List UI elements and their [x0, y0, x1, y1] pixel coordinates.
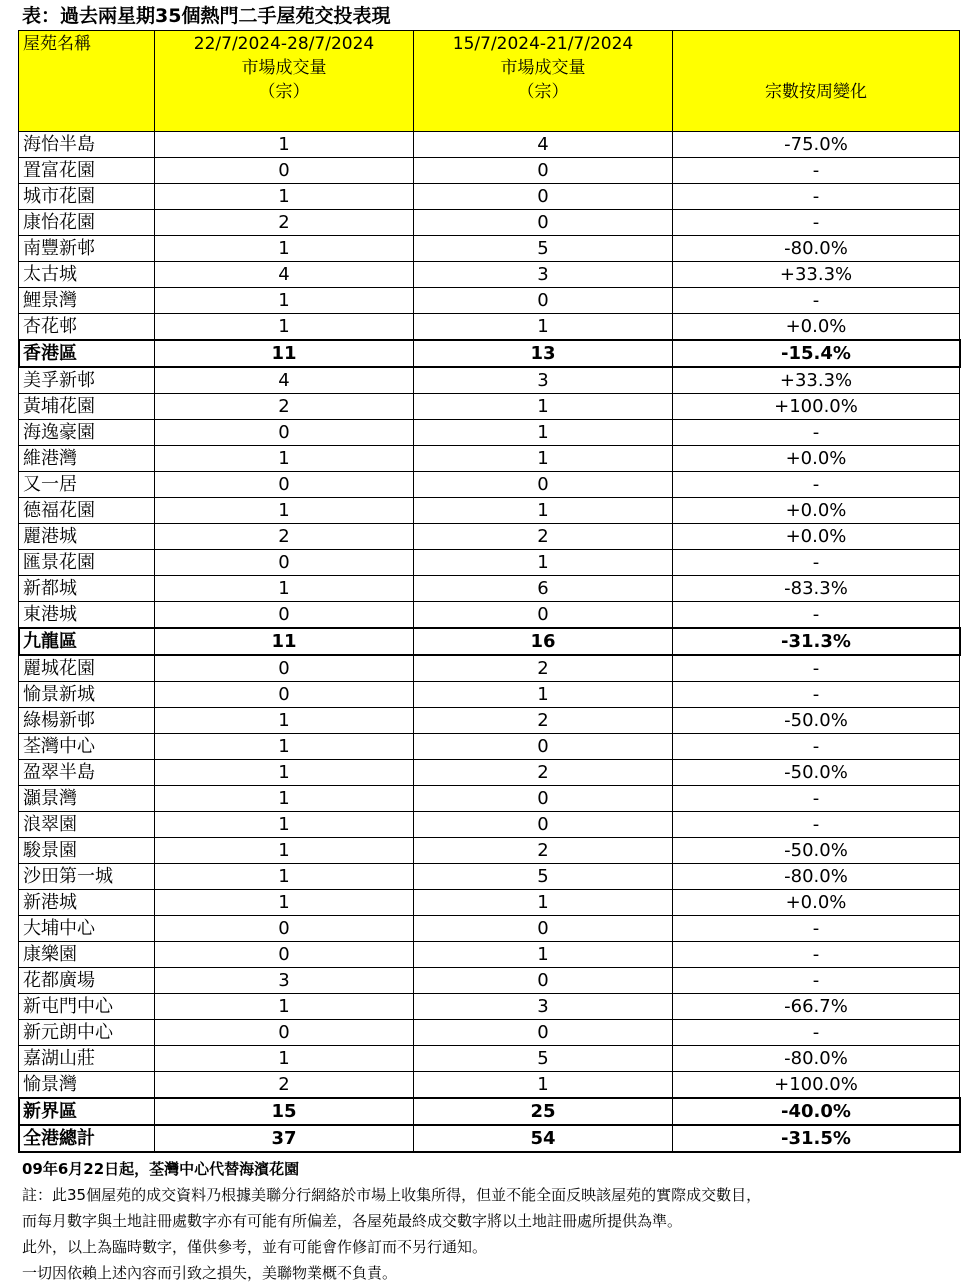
weekly-change-cell: - [673, 812, 960, 838]
estate-name-cell: 麗城花園 [19, 655, 155, 682]
previous-week-count-cell: 25 [414, 1098, 673, 1125]
weekly-change-cell: +0.0% [673, 314, 960, 341]
previous-week-count-cell: 1 [414, 942, 673, 968]
current-week-count-cell: 2 [155, 1072, 414, 1099]
previous-week-count-cell: 2 [414, 524, 673, 550]
estate-name-cell: 海逸豪園 [19, 420, 155, 446]
previous-week-count-cell: 2 [414, 760, 673, 786]
transactions-table [18, 30, 960, 1153]
header-estate-name: 屋苑名稱 [19, 31, 155, 132]
previous-week-count-cell: 1 [414, 420, 673, 446]
table-row [19, 210, 960, 236]
notes-line: 註：此35個屋苑的成交資料乃根據美聯分行網絡於市場上收集所得，但並不能全面反映該屋苑的實際成交數目， [22, 1186, 762, 1204]
previous-week-count-cell: 0 [414, 916, 673, 942]
estate-name-cell: 愉景新城 [19, 682, 155, 708]
table-row [19, 1072, 960, 1099]
previous-week-count-cell: 0 [414, 210, 673, 236]
weekly-change-cell: - [673, 420, 960, 446]
header-previous-week-unit: （宗） [517, 82, 569, 102]
weekly-change-cell: - [673, 158, 960, 184]
current-week-count-cell: 4 [155, 367, 414, 394]
previous-week-count-cell: 0 [414, 812, 673, 838]
current-week-count-cell: 1 [155, 760, 414, 786]
previous-week-count-cell: 13 [414, 340, 673, 367]
current-week-count-cell: 0 [155, 682, 414, 708]
subtotal-row [19, 628, 960, 655]
table-row [19, 734, 960, 760]
previous-week-count-cell: 1 [414, 550, 673, 576]
table-row [19, 890, 960, 916]
estate-name-cell: 德福花園 [19, 498, 155, 524]
current-week-count-cell: 1 [155, 812, 414, 838]
current-week-count-cell: 1 [155, 446, 414, 472]
current-week-count-cell: 0 [155, 550, 414, 576]
previous-week-count-cell: 4 [414, 132, 673, 158]
previous-week-count-cell: 6 [414, 576, 673, 602]
previous-week-count-cell: 0 [414, 602, 673, 629]
table-row [19, 288, 960, 314]
previous-week-count-cell: 0 [414, 288, 673, 314]
weekly-change-cell: -83.3% [673, 576, 960, 602]
current-week-count-cell: 0 [155, 1020, 414, 1046]
current-week-count-cell: 2 [155, 524, 414, 550]
weekly-change-cell: - [673, 288, 960, 314]
estate-name-cell: 新界區 [19, 1098, 155, 1125]
notes-section [22, 1156, 962, 1286]
estate-name-cell: 香港區 [19, 340, 155, 367]
header-row [19, 31, 960, 132]
table-row [19, 968, 960, 994]
current-week-count-cell: 0 [155, 158, 414, 184]
weekly-change-cell: -80.0% [673, 864, 960, 890]
weekly-change-cell: +0.0% [673, 498, 960, 524]
table-row [19, 524, 960, 550]
weekly-change-cell: - [673, 968, 960, 994]
weekly-change-cell: - [673, 602, 960, 629]
table-row [19, 236, 960, 262]
weekly-change-cell: - [673, 786, 960, 812]
current-week-count-cell: 2 [155, 394, 414, 420]
previous-week-count-cell: 1 [414, 498, 673, 524]
current-week-count-cell: 1 [155, 184, 414, 210]
estate-name-cell: 南豐新邨 [19, 236, 155, 262]
table-row [19, 446, 960, 472]
weekly-change-cell: - [673, 472, 960, 498]
estate-name-cell: 城市花園 [19, 184, 155, 210]
table-row [19, 1020, 960, 1046]
estate-name-cell: 駿景園 [19, 838, 155, 864]
current-week-count-cell: 1 [155, 994, 414, 1020]
table-row [19, 864, 960, 890]
current-week-count-cell: 15 [155, 1098, 414, 1125]
estate-name-cell: 黃埔花園 [19, 394, 155, 420]
current-week-count-cell: 3 [155, 968, 414, 994]
table-row [19, 262, 960, 288]
weekly-change-cell: +0.0% [673, 524, 960, 550]
header-previous-week-label: 市場成交量 [500, 58, 586, 78]
previous-week-count-cell: 0 [414, 1020, 673, 1046]
current-week-count-cell: 1 [155, 864, 414, 890]
header-weekly-change: 宗數按周變化 [673, 31, 960, 132]
estate-name-cell: 新屯門中心 [19, 994, 155, 1020]
current-week-count-cell: 1 [155, 838, 414, 864]
previous-week-count-cell: 3 [414, 262, 673, 288]
table-row [19, 994, 960, 1020]
subtotal-row [19, 340, 960, 367]
estate-name-cell: 花都廣場 [19, 968, 155, 994]
weekly-change-cell: -66.7% [673, 994, 960, 1020]
estate-name-cell: 九龍區 [19, 628, 155, 655]
current-week-count-cell: 37 [155, 1125, 414, 1152]
weekly-change-cell: -50.0% [673, 838, 960, 864]
table-row [19, 498, 960, 524]
previous-week-count-cell: 0 [414, 968, 673, 994]
table-row [19, 576, 960, 602]
previous-week-count-cell: 1 [414, 446, 673, 472]
current-week-count-cell: 1 [155, 1046, 414, 1072]
estate-name-cell: 新港城 [19, 890, 155, 916]
estate-name-cell: 新都城 [19, 576, 155, 602]
weekly-change-cell: - [673, 550, 960, 576]
weekly-change-cell: - [673, 210, 960, 236]
weekly-change-cell: +0.0% [673, 446, 960, 472]
estate-name-cell: 又一居 [19, 472, 155, 498]
estate-name-cell: 灝景灣 [19, 786, 155, 812]
table-row [19, 367, 960, 394]
current-week-count-cell: 0 [155, 602, 414, 629]
current-week-count-cell: 0 [155, 420, 414, 446]
estate-name-cell: 大埔中心 [19, 916, 155, 942]
current-week-count-cell: 1 [155, 288, 414, 314]
previous-week-count-cell: 2 [414, 838, 673, 864]
table-row [19, 708, 960, 734]
weekly-change-cell: - [673, 916, 960, 942]
weekly-change-cell: -31.5% [673, 1125, 960, 1152]
header-current-week-date: 22/7/2024-28/7/2024 [193, 34, 375, 54]
previous-week-count-cell: 54 [414, 1125, 673, 1152]
estate-name-cell: 維港灣 [19, 446, 155, 472]
table-row [19, 314, 960, 341]
table-row [19, 942, 960, 968]
previous-week-count-cell: 1 [414, 1072, 673, 1099]
header-previous-week-date: 15/7/2024-21/7/2024 [452, 34, 634, 54]
weekly-change-cell: +100.0% [673, 1072, 960, 1099]
weekly-change-cell: -75.0% [673, 132, 960, 158]
previous-week-count-cell: 2 [414, 655, 673, 682]
table-row [19, 786, 960, 812]
table-row [19, 472, 960, 498]
estate-name-cell: 太古城 [19, 262, 155, 288]
estate-name-cell: 鯉景灣 [19, 288, 155, 314]
current-week-count-cell: 0 [155, 916, 414, 942]
weekly-change-cell: +33.3% [673, 262, 960, 288]
table-row [19, 132, 960, 158]
current-week-count-cell: 1 [155, 786, 414, 812]
estate-name-cell: 荃灣中心 [19, 734, 155, 760]
estate-name-cell: 綠楊新邨 [19, 708, 155, 734]
table-row [19, 760, 960, 786]
table-row [19, 420, 960, 446]
current-week-count-cell: 1 [155, 734, 414, 760]
weekly-change-cell: -50.0% [673, 708, 960, 734]
estate-name-cell: 杏花邨 [19, 314, 155, 341]
weekly-change-cell: -31.3% [673, 628, 960, 655]
weekly-change-cell: -80.0% [673, 236, 960, 262]
subtotal-row [19, 1125, 960, 1152]
header-current-week-unit: （宗） [258, 82, 310, 102]
table-row [19, 550, 960, 576]
weekly-change-cell: -80.0% [673, 1046, 960, 1072]
current-week-count-cell: 0 [155, 655, 414, 682]
current-week-count-cell: 1 [155, 236, 414, 262]
previous-week-count-cell: 1 [414, 394, 673, 420]
previous-week-count-cell: 3 [414, 367, 673, 394]
estate-name-cell: 海怡半島 [19, 132, 155, 158]
current-week-count-cell: 1 [155, 132, 414, 158]
notes-line: 而每月數字與土地註冊處數字亦有可能有所偏差，各屋苑最終成交數字將以土地註冊處所提供為準。 [22, 1212, 683, 1230]
weekly-change-cell: - [673, 682, 960, 708]
table-row [19, 158, 960, 184]
estate-name-cell: 愉景灣 [19, 1072, 155, 1099]
header-current-week [155, 31, 414, 132]
weekly-change-cell: - [673, 184, 960, 210]
estate-name-cell: 新元朗中心 [19, 1020, 155, 1046]
previous-week-count-cell: 16 [414, 628, 673, 655]
estate-name-cell: 美孚新邨 [19, 367, 155, 394]
notes-line: 此外，以上為臨時數字，僅供參考，並有可能會作修訂而不另行通知。 [22, 1238, 488, 1256]
previous-week-count-cell: 0 [414, 734, 673, 760]
estate-name-cell: 東港城 [19, 602, 155, 629]
estate-name-cell: 麗港城 [19, 524, 155, 550]
estate-name-cell: 置富花園 [19, 158, 155, 184]
weekly-change-cell: - [673, 734, 960, 760]
weekly-change-cell: - [673, 1020, 960, 1046]
weekly-change-cell: +0.0% [673, 890, 960, 916]
current-week-count-cell: 1 [155, 498, 414, 524]
table-title: 表：過去兩星期35個熱門二手屋苑交投表現 [22, 5, 391, 27]
weekly-change-cell: -15.4% [673, 340, 960, 367]
previous-week-count-cell: 1 [414, 890, 673, 916]
estate-name-cell: 匯景花園 [19, 550, 155, 576]
table-row [19, 838, 960, 864]
table-row [19, 655, 960, 682]
current-week-count-cell: 1 [155, 314, 414, 341]
previous-week-count-cell: 1 [414, 314, 673, 341]
table-row [19, 394, 960, 420]
previous-week-count-cell: 1 [414, 682, 673, 708]
previous-week-count-cell: 5 [414, 1046, 673, 1072]
table-row [19, 916, 960, 942]
weekly-change-cell: +33.3% [673, 367, 960, 394]
table-body [19, 132, 960, 1153]
current-week-count-cell: 11 [155, 340, 414, 367]
weekly-change-cell: +100.0% [673, 394, 960, 420]
previous-week-count-cell: 0 [414, 184, 673, 210]
weekly-change-cell: -50.0% [673, 760, 960, 786]
current-week-count-cell: 4 [155, 262, 414, 288]
notes-line: 一切因依賴上述內容而引致之損失，美聯物業概不負責。 [22, 1264, 398, 1282]
previous-week-count-cell: 2 [414, 708, 673, 734]
current-week-count-cell: 11 [155, 628, 414, 655]
estate-name-cell: 康怡花園 [19, 210, 155, 236]
estate-name-cell: 沙田第一城 [19, 864, 155, 890]
previous-week-count-cell: 5 [414, 864, 673, 890]
estate-name-cell: 康樂園 [19, 942, 155, 968]
estate-name-cell: 盈翠半島 [19, 760, 155, 786]
weekly-change-cell: -40.0% [673, 1098, 960, 1125]
header-current-week-label: 市場成交量 [241, 58, 327, 78]
current-week-count-cell: 0 [155, 472, 414, 498]
table-row [19, 602, 960, 629]
current-week-count-cell: 2 [155, 210, 414, 236]
subtotal-row [19, 1098, 960, 1125]
current-week-count-cell: 1 [155, 890, 414, 916]
current-week-count-cell: 0 [155, 942, 414, 968]
previous-week-count-cell: 0 [414, 472, 673, 498]
previous-week-count-cell: 0 [414, 158, 673, 184]
notes-replacement-line: 09年6月22日起，荃灣中心代替海濱花園 [22, 1160, 300, 1178]
table-row [19, 682, 960, 708]
estate-name-cell: 全港總計 [19, 1125, 155, 1152]
current-week-count-cell: 1 [155, 708, 414, 734]
previous-week-count-cell: 3 [414, 994, 673, 1020]
previous-week-count-cell: 0 [414, 786, 673, 812]
estate-name-cell: 嘉湖山莊 [19, 1046, 155, 1072]
table-row [19, 184, 960, 210]
estate-name-cell: 浪翠園 [19, 812, 155, 838]
header-previous-week [414, 31, 673, 132]
table-row [19, 1046, 960, 1072]
table-row [19, 812, 960, 838]
weekly-change-cell: - [673, 942, 960, 968]
previous-week-count-cell: 5 [414, 236, 673, 262]
current-week-count-cell: 1 [155, 576, 414, 602]
weekly-change-cell: - [673, 655, 960, 682]
